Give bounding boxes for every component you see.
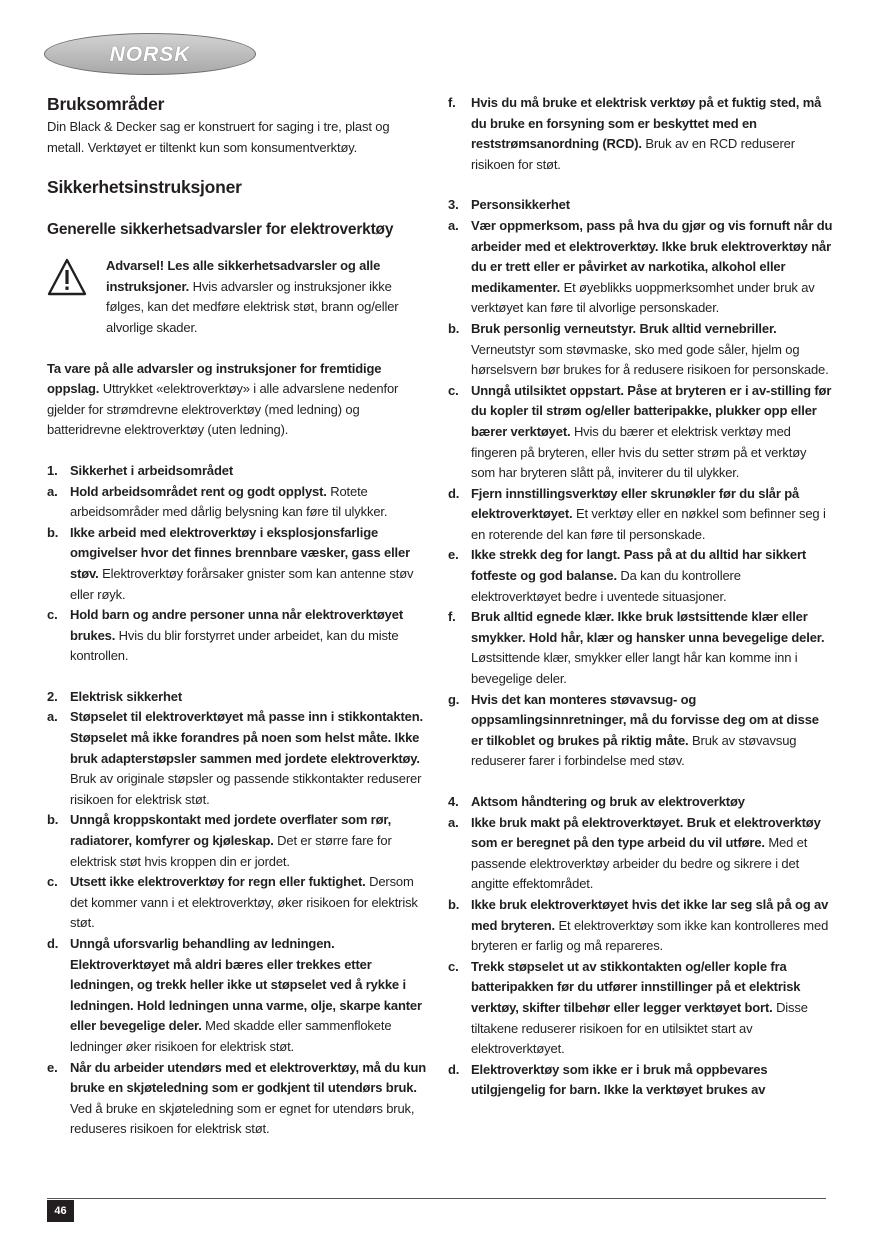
list-item-text: Rotete arbeidsområder med dårlig belysning kan føre til ulykker. bbox=[70, 483, 388, 520]
language-label: NORSK bbox=[109, 43, 191, 66]
warning-triangle-icon bbox=[47, 258, 87, 296]
heading-safety: Sikkerhetsinstruksjoner bbox=[47, 177, 242, 198]
list-item-bold: Ikke bruk makt på elektroverktøyet. Bruk et elektroverktøy som er beregnet på den type arbeid du vil utføre. bbox=[471, 814, 821, 851]
list-item-label: g. bbox=[448, 691, 460, 707]
list-item-text: Det er større fare for elektrisk støt hvis kroppen din er jordet. bbox=[70, 833, 392, 869]
left-column bbox=[47, 93, 429, 1140]
section-3-number: 3. bbox=[448, 197, 459, 213]
list-item-bold: Bruk personlig verneutstyr. Bruk alltid vernebriller. bbox=[471, 320, 777, 336]
list-item-text: Bruk av en RCD reduserer risikoen for støt. bbox=[471, 136, 795, 172]
list-item-text: Med et passende elektroverktøy arbeider du bedre og sikrere i det angitte effektområdet. bbox=[471, 835, 808, 892]
list-item-bold: Utsett ikke elektroverktøy for regn eller fuktighet. bbox=[70, 874, 366, 890]
list-item-label: d. bbox=[47, 936, 59, 951]
heading-usage: Bruksområder bbox=[47, 94, 165, 114]
list-item-bold: Unngå kroppskontakt med jordete overflater som rør, radiatorer, komfyrer og kjøleskap. bbox=[70, 812, 392, 849]
right-column bbox=[448, 93, 833, 1101]
list-item-text: Da kan du kontrollere elektroverktøyet bedre i uventede situasjoner. bbox=[471, 568, 741, 604]
section-1-heading bbox=[47, 461, 429, 482]
list-item-bold: Elektroverktøy som ikke er i bruk må oppbevares utilgjengelig for barn. Ikke la verktøyet brukes av bbox=[471, 1061, 768, 1098]
usage-text: Din Black & Decker sag er konstruert for saging i tre, plast og metall. Verktøyet er tiltenkt kun som konsumentverktøy. bbox=[47, 119, 390, 155]
list-item-bold: Ikke bruk elektroverktøyet hvis det ikke lar seg slå på og av med bryteren. bbox=[471, 896, 829, 933]
list-item-label: c. bbox=[448, 382, 459, 398]
list-item-label: c. bbox=[47, 607, 58, 623]
list-item-bold: Ikke arbeid med elektroverktøy i eksplosjonsfarlige omgivelser hvor det finnes brennbare væsker, gass eller støv. bbox=[70, 524, 411, 581]
warning-text: Hvis advarsler og instruksjoner ikke følges, kan det medføre elektrisk støt, brann og/eller alvorlige skader. bbox=[106, 278, 399, 335]
warning-block bbox=[47, 256, 429, 338]
list-item bbox=[47, 934, 429, 1058]
list-item-bold: Hvis det kan monteres støvavsug- og oppsamlingsinnretninger, må du forvisse deg om at disse er tilkoblet og brukes på riktig måte. bbox=[471, 691, 819, 748]
heading-general-warnings: Generelle sikkerhetsadvarsler for elektroverktøy bbox=[47, 221, 394, 239]
language-tab bbox=[44, 33, 256, 75]
list-item-text: Dersom det kommer vann i et elektroverktøy, øker risikoen for elektrisk støt. bbox=[70, 874, 418, 931]
list-item-label: e. bbox=[47, 1059, 58, 1075]
section-4-title: Aktsom håndtering og bruk av elektroverktøy bbox=[471, 794, 745, 809]
list-item-label: c. bbox=[448, 958, 459, 974]
list-item-text: Bruk av støvavsug reduserer farer i forbindelse med støv. bbox=[471, 732, 797, 769]
list-item bbox=[47, 523, 429, 605]
section-1-title: Sikkerhet i arbeidsområdet bbox=[70, 462, 233, 478]
list-item-bold: Bruk alltid egnede klær. Ikke bruk løstsittende klær eller smykker. Hold hår, klær og hansker unna bevegelige deler. bbox=[471, 609, 825, 645]
list-item-bold: Når du arbeider utendørs med et elektroverktøy, må du kun bruke en skjøteledning som er godkjent til utendørs bruk. bbox=[70, 1059, 427, 1096]
list-item-label: b. bbox=[448, 896, 460, 912]
list-item-bold: Vær oppmerksom, pass på hva du gjør og vis fornuft når du arbeider med et elektroverktøy. Ikke bruk elektroverktøy når du er trett eller er påvirket av narkotika, alkohol eller medikamenter. bbox=[471, 217, 833, 295]
list-item bbox=[47, 1058, 429, 1140]
list-item-label: f. bbox=[448, 95, 456, 110]
list-item-text: Hvis du blir forstyrret under arbeidet, kan du miste kontrollen. bbox=[70, 627, 399, 664]
list-item-bold: Hold barn og andre personer unna når elektroverktøyet brukes. bbox=[70, 607, 404, 643]
list-item bbox=[448, 381, 833, 484]
list-item-label: b. bbox=[47, 524, 59, 540]
list-item-bold: Støpselet til elektroverktøyet må passe inn i stikkontakten. Støpselet må ikke forandres på noen som helst måte. Ikke bruk adapterstøpsler sammen med jordete elektroverktøy. bbox=[70, 709, 423, 766]
list-item bbox=[47, 810, 429, 872]
list-item bbox=[448, 813, 833, 895]
section-2-title: Elektrisk sikkerhet bbox=[70, 688, 183, 704]
list-item bbox=[448, 93, 833, 175]
list-item-text: Et verktøy eller en nøkkel som befinner seg i en roterende del kan føre til personskade. bbox=[471, 506, 826, 542]
list-item-text: Ved å bruke en skjøteledning som er egnet for utendørs bruk, reduseres risikoen for elektrisk støt. bbox=[70, 1100, 415, 1137]
list-item bbox=[448, 607, 833, 689]
list-item-bold: Ikke strekk deg for langt. Pass på at du alltid har sikkert fotfeste og god balanse. bbox=[471, 547, 807, 584]
list-item-text: Et øyeblikks uoppmerksomhet under bruk av verktøyet kan føre til alvorlige personskader. bbox=[471, 279, 815, 316]
section-1-number: 1. bbox=[47, 462, 58, 478]
list-item-text: Et elektroverktøy som ikke kan kontrolleres med bryteren er farlig og må repareres. bbox=[471, 917, 829, 954]
list-item bbox=[448, 957, 833, 1060]
list-item bbox=[47, 872, 429, 934]
list-item-text: Løstsittende klær, smykker eller langt hår kan komme inn i bevegelige deler. bbox=[471, 650, 798, 687]
list-item-bold: Fjern innstillingsverktøy eller skrunøkler før du slår på elektroverktøyet. bbox=[471, 485, 800, 522]
section-2-heading bbox=[47, 687, 429, 708]
list-item-bold: Hvis du må bruke et elektrisk verktøy på et fuktig sted, må du bruke en forsyning som er beskyttet med en reststrømsanordning (RCD). bbox=[471, 95, 822, 152]
list-item-bold: Unngå uforsvarlig behandling av ledningen. Elektroverktøyet må aldri bæres eller trekkes etter ledningen, og trekk heller ikke ut støpselet ved å rykke i ledningen. Hold ledningen unna varme, olje, skarpe kanter eller bevegelige deler. bbox=[70, 936, 422, 1034]
list-item-label: e. bbox=[448, 547, 459, 563]
section-2-number: 2. bbox=[47, 688, 58, 704]
list-item-label: a. bbox=[448, 217, 459, 233]
keep-instructions bbox=[47, 359, 429, 441]
warning-bold: Advarsel! Les alle sikkerhetsadvarsler og alle instruksjoner. bbox=[106, 258, 381, 294]
page-number: 46 bbox=[47, 1200, 74, 1222]
list-item-bold: Trekk støpselet ut av stikkontakten og/eller kople fra batteripakken før du utfører innstillinger på et elektrisk verktøy, skifter tilbehør eller legger verktøyet bort. bbox=[471, 958, 801, 1015]
list-item-label: d. bbox=[448, 1061, 460, 1077]
list-item-label: d. bbox=[448, 485, 460, 501]
list-item bbox=[47, 707, 429, 810]
list-item-label: a. bbox=[47, 709, 58, 725]
list-item-text: Med skadde eller sammenflokete ledninger øker risikoen for elektrisk støt. bbox=[70, 1018, 392, 1054]
list-item bbox=[448, 545, 833, 607]
list-item bbox=[448, 216, 833, 319]
list-item-label: b. bbox=[448, 320, 460, 336]
section-4-heading bbox=[448, 792, 833, 813]
keep-text: Uttrykket «elektroverktøy» i alle advarslene nedenfor gjelder for strømdrevne elektroverktøy (med ledning) og batteridrevne elektroverktøy (uten ledning). bbox=[47, 381, 399, 438]
list-item-label: c. bbox=[47, 874, 58, 890]
list-item-label: a. bbox=[448, 814, 459, 830]
list-item-label: b. bbox=[47, 812, 59, 828]
list-item-text: Hvis du bærer et elektrisk verktøy med fingeren på bryteren, eller hvis du setter strøm på et verktøy som har bryteren slått på, inviterer du til ulykker. bbox=[471, 423, 807, 481]
list-item-text: Bruk av originale støpsler og passende stikkontakter reduserer risikoen for elektrisk støt. bbox=[70, 771, 422, 807]
list-item-label: a. bbox=[47, 483, 58, 499]
list-item-bold: Unngå utilsiktet oppstart. Påse at bryteren er i av-stilling før du kopler til strøm og/eller batteripakke, plukker opp eller bærer verktøyet. bbox=[471, 382, 832, 439]
list-item bbox=[448, 895, 833, 957]
section-3-heading bbox=[448, 195, 833, 216]
list-item bbox=[47, 605, 429, 667]
list-item bbox=[448, 690, 833, 772]
list-item-text: Disse tiltakene reduserer risikoen for en utilsiktet start av elektroverktøyet. bbox=[471, 999, 808, 1057]
list-item bbox=[448, 319, 833, 381]
list-item bbox=[448, 484, 833, 546]
list-item-label: f. bbox=[448, 609, 456, 625]
keep-bold: Ta vare på alle advarsler og instruksjoner for fremtidige oppslag. bbox=[47, 360, 382, 397]
footer-divider bbox=[47, 1198, 826, 1199]
section-4-number: 4. bbox=[448, 794, 459, 809]
list-item-text: Elektroverktøy forårsaker gnister som kan antenne støv eller røyk. bbox=[70, 565, 414, 602]
list-item-bold: Hold arbeidsområdet rent og godt opplyst. bbox=[70, 483, 327, 499]
list-item bbox=[47, 482, 429, 523]
list-item-text: Verneutstyr som støvmaske, sko med gode såler, hjelm og hørselsvern bør brukes for å redusere risikoen for personskade. bbox=[471, 341, 829, 378]
section-3-title: Personsikkerhet bbox=[471, 197, 570, 213]
list-item bbox=[448, 1060, 833, 1101]
